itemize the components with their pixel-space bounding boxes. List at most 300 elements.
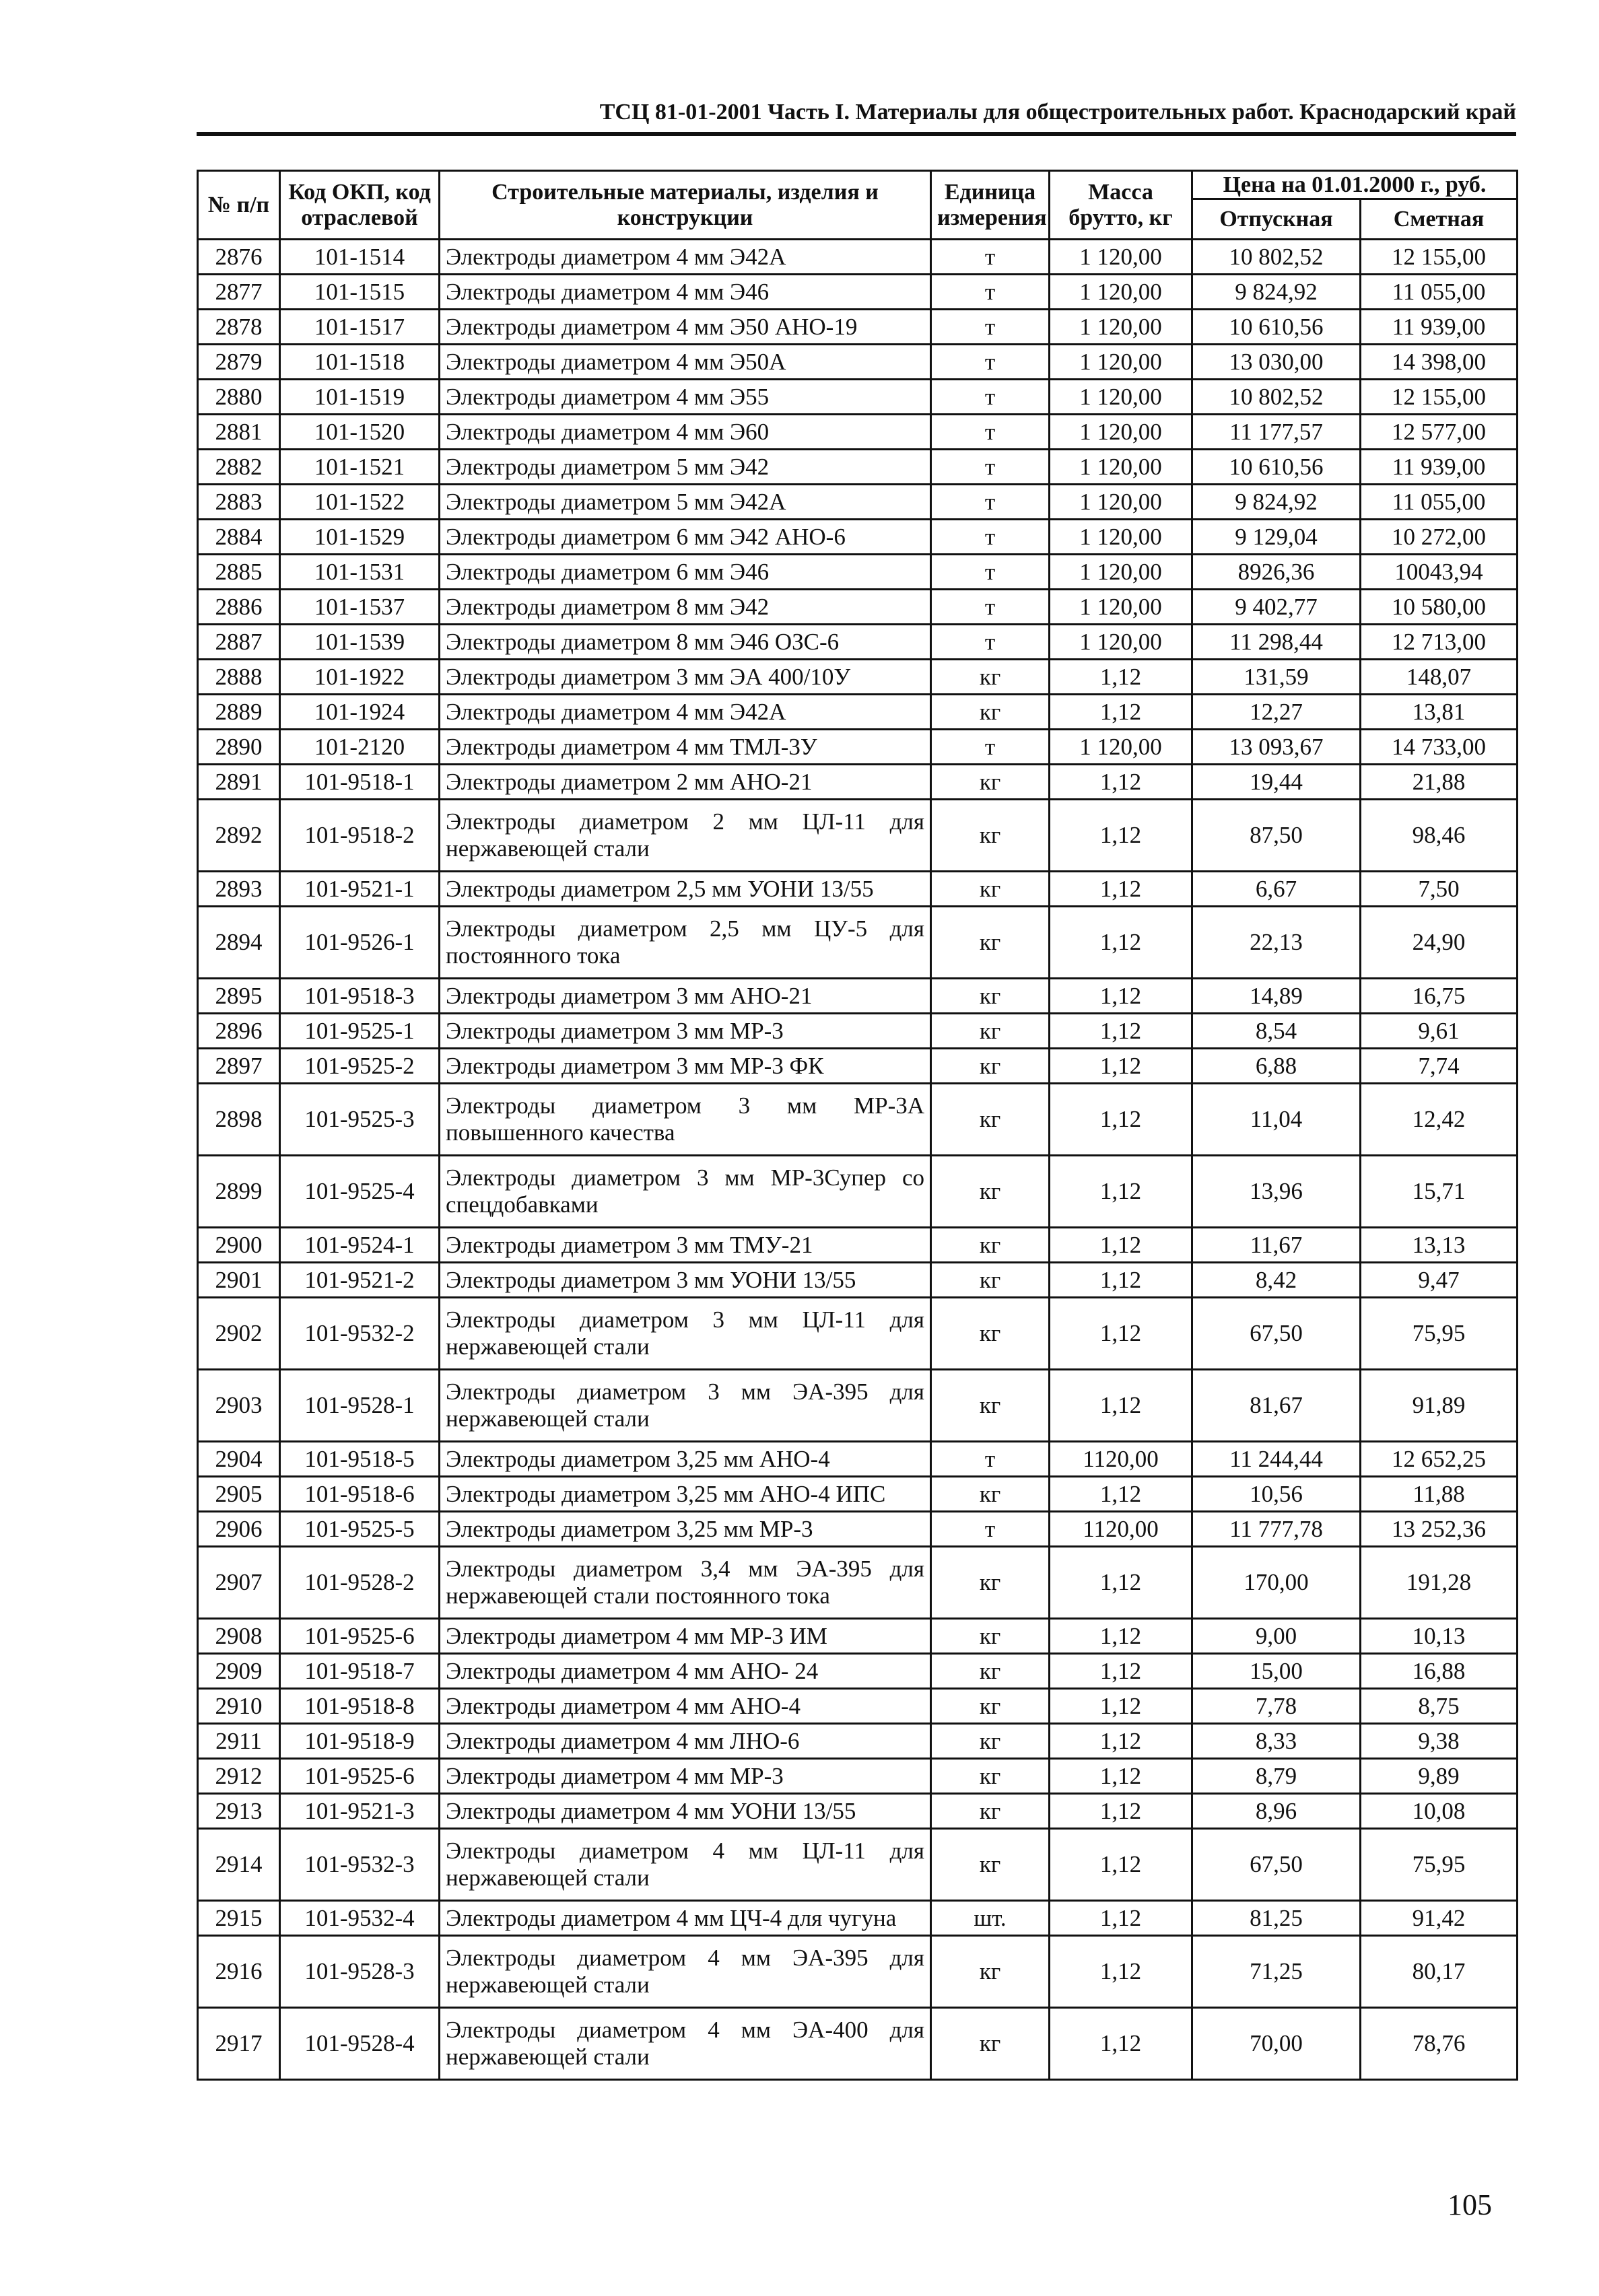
- cell-mass: 1,12: [1050, 979, 1192, 1014]
- cell-mass: 1 120,00: [1050, 415, 1192, 450]
- cell-code: 101-9525-2: [280, 1049, 440, 1084]
- cell-code: 101-9532-2: [280, 1298, 440, 1370]
- cell-unit: кг: [931, 907, 1050, 979]
- cell-mass: 1,12: [1050, 1477, 1192, 1512]
- table-row: [198, 730, 1518, 765]
- cell-code: 101-9528-1: [280, 1370, 440, 1442]
- cell-name: Электроды диаметром 8 мм Э42: [440, 590, 931, 625]
- cell-p1: 9 824,92: [1192, 275, 1361, 310]
- table-row: [198, 1014, 1518, 1049]
- cell-num: 2880: [198, 380, 280, 415]
- cell-num: 2903: [198, 1370, 280, 1442]
- cell-p1: 170,00: [1192, 1547, 1361, 1619]
- cell-p2: 10 580,00: [1361, 590, 1518, 625]
- cell-p1: 15,00: [1192, 1654, 1361, 1689]
- cell-p1: 131,59: [1192, 660, 1361, 695]
- cell-code: 101-9525-1: [280, 1014, 440, 1049]
- cell-num: 2909: [198, 1654, 280, 1689]
- table-row: [198, 800, 1518, 872]
- cell-unit: кг: [931, 979, 1050, 1014]
- cell-p1: 11 177,57: [1192, 415, 1361, 450]
- cell-code: 101-1520: [280, 415, 440, 450]
- table-row: [198, 660, 1518, 695]
- cell-name: Электроды диаметром 2,5 мм УОНИ 13/55: [440, 872, 931, 907]
- cell-p1: 87,50: [1192, 800, 1361, 872]
- cell-p2: 12 652,25: [1361, 1442, 1518, 1477]
- cell-p1: 10 802,52: [1192, 240, 1361, 275]
- cell-p2: 11 939,00: [1361, 310, 1518, 345]
- cell-p2: 11 055,00: [1361, 275, 1518, 310]
- cell-code: 101-9518-2: [280, 800, 440, 872]
- cell-num: 2890: [198, 730, 280, 765]
- cell-mass: 1,12: [1050, 660, 1192, 695]
- cell-p2: 12 577,00: [1361, 415, 1518, 450]
- cell-num: 2886: [198, 590, 280, 625]
- cell-mass: 1,12: [1050, 2008, 1192, 2080]
- cell-code: 101-9521-3: [280, 1794, 440, 1829]
- cell-name: Электроды диаметром 4 мм Э42А: [440, 695, 931, 730]
- cell-p2: 191,28: [1361, 1547, 1518, 1619]
- cell-unit: т: [931, 415, 1050, 450]
- cell-num: 2884: [198, 520, 280, 555]
- cell-num: 2881: [198, 415, 280, 450]
- cell-p1: 9 129,04: [1192, 520, 1361, 555]
- cell-p2: 24,90: [1361, 907, 1518, 979]
- cell-mass: 1,12: [1050, 1084, 1192, 1156]
- cell-code: 101-9518-5: [280, 1442, 440, 1477]
- cell-num: 2912: [198, 1759, 280, 1794]
- table-row: [198, 695, 1518, 730]
- table-row: [198, 1084, 1518, 1156]
- col-mass-header: Масса брутто, кг: [1050, 171, 1192, 240]
- table-row: [198, 1512, 1518, 1547]
- cell-num: 2887: [198, 625, 280, 660]
- cell-name: Электроды диаметром 4 мм ЦЧ-4 для чугуна: [440, 1901, 931, 1936]
- cell-unit: кг: [931, 1014, 1050, 1049]
- cell-p1: 81,25: [1192, 1901, 1361, 1936]
- cell-num: 2877: [198, 275, 280, 310]
- cell-mass: 1,12: [1050, 1228, 1192, 1263]
- cell-name: Электроды диаметром 3 мм МР-3Супер со спецдобавками: [440, 1156, 931, 1228]
- cell-num: 2892: [198, 800, 280, 872]
- cell-code: 101-9518-1: [280, 765, 440, 800]
- cell-mass: 1,12: [1050, 1547, 1192, 1619]
- cell-mass: 1,12: [1050, 695, 1192, 730]
- cell-unit: кг: [931, 1829, 1050, 1901]
- cell-unit: кг: [931, 872, 1050, 907]
- cell-mass: 1 120,00: [1050, 555, 1192, 590]
- cell-mass: 1,12: [1050, 800, 1192, 872]
- table-row: [198, 765, 1518, 800]
- cell-code: 101-9528-4: [280, 2008, 440, 2080]
- cell-p1: 8,79: [1192, 1759, 1361, 1794]
- cell-mass: 1,12: [1050, 1901, 1192, 1936]
- cell-p1: 10 802,52: [1192, 380, 1361, 415]
- cell-name: Электроды диаметром 3 мм ЭА-395 для нержавеющей стали: [440, 1370, 931, 1442]
- table-row: [198, 625, 1518, 660]
- table-row: [198, 380, 1518, 415]
- table-row: [198, 1298, 1518, 1370]
- cell-unit: т: [931, 555, 1050, 590]
- table-row: [198, 310, 1518, 345]
- table-row: [198, 240, 1518, 275]
- cell-p2: 9,47: [1361, 1263, 1518, 1298]
- cell-num: 2908: [198, 1619, 280, 1654]
- cell-unit: кг: [931, 1298, 1050, 1370]
- cell-code: 101-1537: [280, 590, 440, 625]
- table-row: [198, 1794, 1518, 1829]
- cell-p2: 13,13: [1361, 1228, 1518, 1263]
- cell-p2: 78,76: [1361, 2008, 1518, 2080]
- cell-num: 2885: [198, 555, 280, 590]
- cell-name: Электроды диаметром 2 мм ЦЛ-11 для нержавеющей стали: [440, 800, 931, 872]
- cell-unit: т: [931, 625, 1050, 660]
- col-price-release-header: Отпускная: [1192, 199, 1361, 240]
- cell-mass: 1 120,00: [1050, 520, 1192, 555]
- cell-num: 2891: [198, 765, 280, 800]
- cell-code: 101-1521: [280, 450, 440, 485]
- cell-p2: 11 055,00: [1361, 485, 1518, 520]
- table-row: [198, 1654, 1518, 1689]
- cell-p1: 13 030,00: [1192, 345, 1361, 380]
- cell-name: Электроды диаметром 3 мм УОНИ 13/55: [440, 1263, 931, 1298]
- cell-p2: 148,07: [1361, 660, 1518, 695]
- page-number: 105: [1448, 2188, 1492, 2221]
- cell-code: 101-9518-7: [280, 1654, 440, 1689]
- cell-name: Электроды диаметром 4 мм ЛНО-6: [440, 1724, 931, 1759]
- cell-p1: 11 298,44: [1192, 625, 1361, 660]
- cell-name: Электроды диаметром 4 мм ЦЛ-11 для нержавеющей стали: [440, 1829, 931, 1901]
- cell-name: Электроды диаметром 8 мм Э46 ОЗС-6: [440, 625, 931, 660]
- cell-p2: 75,95: [1361, 1829, 1518, 1901]
- cell-code: 101-1924: [280, 695, 440, 730]
- cell-num: 2879: [198, 345, 280, 380]
- cell-code: 101-9528-2: [280, 1547, 440, 1619]
- cell-p2: 10 272,00: [1361, 520, 1518, 555]
- cell-unit: кг: [931, 1619, 1050, 1654]
- cell-num: 2914: [198, 1829, 280, 1901]
- cell-p1: 10 610,56: [1192, 450, 1361, 485]
- cell-p1: 8926,36: [1192, 555, 1361, 590]
- cell-code: 101-1529: [280, 520, 440, 555]
- table-row: [198, 1156, 1518, 1228]
- cell-name: Электроды диаметром 4 мм Э50А: [440, 345, 931, 380]
- cell-num: 2902: [198, 1298, 280, 1370]
- table-row: [198, 450, 1518, 485]
- cell-p2: 12 713,00: [1361, 625, 1518, 660]
- cell-p1: 11 244,44: [1192, 1442, 1361, 1477]
- cell-name: Электроды диаметром 4 мм Э50 АНО-19: [440, 310, 931, 345]
- cell-unit: кг: [931, 1547, 1050, 1619]
- cell-unit: т: [931, 1512, 1050, 1547]
- cell-p2: 15,71: [1361, 1156, 1518, 1228]
- cell-unit: кг: [931, 1654, 1050, 1689]
- cell-num: 2905: [198, 1477, 280, 1512]
- cell-mass: 1 120,00: [1050, 730, 1192, 765]
- cell-mass: 1,12: [1050, 1724, 1192, 1759]
- cell-num: 2898: [198, 1084, 280, 1156]
- cell-name: Электроды диаметром 4 мм МР-3 ИМ: [440, 1619, 931, 1654]
- cell-p2: 11 939,00: [1361, 450, 1518, 485]
- cell-p2: 10043,94: [1361, 555, 1518, 590]
- cell-name: Электроды диаметром 6 мм Э42 АНО-6: [440, 520, 931, 555]
- cell-unit: кг: [931, 800, 1050, 872]
- cell-p2: 9,38: [1361, 1724, 1518, 1759]
- cell-p1: 71,25: [1192, 1936, 1361, 2008]
- cell-unit: кг: [931, 695, 1050, 730]
- table-row: [198, 345, 1518, 380]
- cell-unit: кг: [931, 1228, 1050, 1263]
- cell-p2: 12 155,00: [1361, 380, 1518, 415]
- cell-name: Электроды диаметром 4 мм ТМЛ-3У: [440, 730, 931, 765]
- col-price-estimate-header: Сметная: [1361, 199, 1518, 240]
- cell-code: 101-1522: [280, 485, 440, 520]
- cell-unit: кг: [931, 2008, 1050, 2080]
- col-unit-header: Единица измерения: [931, 171, 1050, 240]
- cell-name: Электроды диаметром 3 мм МР-3А повышенного качества: [440, 1084, 931, 1156]
- cell-p1: 11 777,78: [1192, 1512, 1361, 1547]
- cell-num: 2904: [198, 1442, 280, 1477]
- cell-name: Электроды диаметром 3 мм МР-3 ФК: [440, 1049, 931, 1084]
- cell-code: 101-9526-1: [280, 907, 440, 979]
- cell-p2: 11,88: [1361, 1477, 1518, 1512]
- cell-num: 2911: [198, 1724, 280, 1759]
- cell-num: 2889: [198, 695, 280, 730]
- table-body: [198, 240, 1518, 2080]
- cell-num: 2897: [198, 1049, 280, 1084]
- cell-unit: кг: [931, 1370, 1050, 1442]
- cell-unit: т: [931, 730, 1050, 765]
- cell-code: 101-1539: [280, 625, 440, 660]
- col-price-group-header: Цена на 01.01.2000 г., руб.: [1192, 171, 1518, 199]
- cell-code: 101-1531: [280, 555, 440, 590]
- cell-name: Электроды диаметром 4 мм Э55: [440, 380, 931, 415]
- cell-name: Электроды диаметром 4 мм МР-3: [440, 1759, 931, 1794]
- cell-name: Электроды диаметром 3 мм ТМУ-21: [440, 1228, 931, 1263]
- cell-num: 2894: [198, 907, 280, 979]
- cell-num: 2916: [198, 1936, 280, 2008]
- table-row: [198, 1442, 1518, 1477]
- table-row: [198, 555, 1518, 590]
- cell-num: 2883: [198, 485, 280, 520]
- cell-code: 101-1519: [280, 380, 440, 415]
- cell-name: Электроды диаметром 3,4 мм ЭА-395 для нержавеющей стали постоянного тока: [440, 1547, 931, 1619]
- cell-name: Электроды диаметром 4 мм ЭА-400 для нержавеющей стали: [440, 2008, 931, 2080]
- cell-num: 2900: [198, 1228, 280, 1263]
- cell-p1: 8,96: [1192, 1794, 1361, 1829]
- table-row: [198, 1370, 1518, 1442]
- table-row: [198, 415, 1518, 450]
- table-row: [198, 907, 1518, 979]
- cell-p2: 9,61: [1361, 1014, 1518, 1049]
- cell-p2: 98,46: [1361, 800, 1518, 872]
- cell-p1: 6,88: [1192, 1049, 1361, 1084]
- cell-unit: т: [931, 590, 1050, 625]
- cell-unit: т: [931, 345, 1050, 380]
- cell-p2: 12,42: [1361, 1084, 1518, 1156]
- cell-p2: 9,89: [1361, 1759, 1518, 1794]
- cell-mass: 1 120,00: [1050, 380, 1192, 415]
- cell-mass: 1,12: [1050, 907, 1192, 979]
- cell-mass: 1,12: [1050, 1049, 1192, 1084]
- materials-table: [197, 170, 1518, 2081]
- cell-mass: 1 120,00: [1050, 450, 1192, 485]
- cell-unit: кг: [931, 1724, 1050, 1759]
- cell-mass: 1,12: [1050, 1619, 1192, 1654]
- cell-code: 101-9525-5: [280, 1512, 440, 1547]
- table-row: [198, 1619, 1518, 1654]
- cell-code: 101-9518-6: [280, 1477, 440, 1512]
- table-row: [198, 979, 1518, 1014]
- cell-p1: 8,42: [1192, 1263, 1361, 1298]
- cell-p1: 10,56: [1192, 1477, 1361, 1512]
- cell-p2: 14 733,00: [1361, 730, 1518, 765]
- cell-p2: 10,13: [1361, 1619, 1518, 1654]
- cell-mass: 1,12: [1050, 1014, 1192, 1049]
- cell-code: 101-9525-6: [280, 1759, 440, 1794]
- cell-num: 2899: [198, 1156, 280, 1228]
- cell-name: Электроды диаметром 2 мм АНО-21: [440, 765, 931, 800]
- cell-p1: 7,78: [1192, 1689, 1361, 1724]
- cell-p1: 13,96: [1192, 1156, 1361, 1228]
- cell-unit: кг: [931, 1156, 1050, 1228]
- cell-num: 2901: [198, 1263, 280, 1298]
- cell-p1: 9,00: [1192, 1619, 1361, 1654]
- cell-name: Электроды диаметром 4 мм ЭА-395 для нержавеющей стали: [440, 1936, 931, 2008]
- cell-code: 101-1922: [280, 660, 440, 695]
- cell-code: 101-9521-1: [280, 872, 440, 907]
- cell-p2: 13 252,36: [1361, 1512, 1518, 1547]
- cell-name: Электроды диаметром 2,5 мм ЦУ-5 для постоянного тока: [440, 907, 931, 979]
- cell-num: 2913: [198, 1794, 280, 1829]
- cell-mass: 1,12: [1050, 1689, 1192, 1724]
- cell-name: Электроды диаметром 3 мм ЦЛ-11 для нержавеющей стали: [440, 1298, 931, 1370]
- cell-num: 2917: [198, 2008, 280, 2080]
- cell-code: 101-1514: [280, 240, 440, 275]
- cell-p2: 16,88: [1361, 1654, 1518, 1689]
- cell-num: 2915: [198, 1901, 280, 1936]
- cell-name: Электроды диаметром 4 мм Э46: [440, 275, 931, 310]
- cell-name: Электроды диаметром 4 мм АНО-4: [440, 1689, 931, 1724]
- cell-num: 2876: [198, 240, 280, 275]
- cell-unit: кг: [931, 1263, 1050, 1298]
- cell-unit: т: [931, 275, 1050, 310]
- cell-num: 2907: [198, 1547, 280, 1619]
- header-rule: [197, 132, 1516, 136]
- cell-name: Электроды диаметром 3 мм ЭА 400/10У: [440, 660, 931, 695]
- cell-p1: 14,89: [1192, 979, 1361, 1014]
- cell-name: Электроды диаметром 5 мм Э42: [440, 450, 931, 485]
- cell-name: Электроды диаметром 4 мм Э60: [440, 415, 931, 450]
- cell-code: 101-9532-4: [280, 1901, 440, 1936]
- table-row: [198, 520, 1518, 555]
- col-code-header: Код ОКП, код отраслевой: [280, 171, 440, 240]
- cell-code: 101-9532-3: [280, 1829, 440, 1901]
- cell-unit: кг: [931, 1049, 1050, 1084]
- table-header: [198, 171, 1518, 240]
- cell-mass: 1 120,00: [1050, 625, 1192, 660]
- cell-code: 101-9518-8: [280, 1689, 440, 1724]
- cell-code: 101-1517: [280, 310, 440, 345]
- cell-name: Электроды диаметром 3 мм МР-3: [440, 1014, 931, 1049]
- cell-name: Электроды диаметром 6 мм Э46: [440, 555, 931, 590]
- cell-p2: 91,89: [1361, 1370, 1518, 1442]
- cell-name: Электроды диаметром 3,25 мм АНО-4 ИПС: [440, 1477, 931, 1512]
- cell-mass: 1,12: [1050, 1936, 1192, 2008]
- cell-mass: 1 120,00: [1050, 590, 1192, 625]
- cell-unit: шт.: [931, 1901, 1050, 1936]
- cell-code: 101-9524-1: [280, 1228, 440, 1263]
- cell-p1: 70,00: [1192, 2008, 1361, 2080]
- table-row: [198, 1547, 1518, 1619]
- cell-unit: т: [931, 380, 1050, 415]
- cell-unit: т: [931, 450, 1050, 485]
- cell-p2: 21,88: [1361, 765, 1518, 800]
- cell-p1: 67,50: [1192, 1829, 1361, 1901]
- cell-mass: 1,12: [1050, 872, 1192, 907]
- cell-mass: 1,12: [1050, 1370, 1192, 1442]
- cell-name: Электроды диаметром 4 мм УОНИ 13/55: [440, 1794, 931, 1829]
- table-row: [198, 1263, 1518, 1298]
- cell-num: 2882: [198, 450, 280, 485]
- cell-p2: 10,08: [1361, 1794, 1518, 1829]
- cell-p2: 8,75: [1361, 1689, 1518, 1724]
- cell-p1: 13 093,67: [1192, 730, 1361, 765]
- cell-unit: т: [931, 1442, 1050, 1477]
- cell-unit: кг: [931, 1759, 1050, 1794]
- cell-num: 2910: [198, 1689, 280, 1724]
- cell-code: 101-1515: [280, 275, 440, 310]
- cell-p2: 7,74: [1361, 1049, 1518, 1084]
- cell-mass: 1,12: [1050, 1263, 1192, 1298]
- cell-p1: 19,44: [1192, 765, 1361, 800]
- cell-p1: 22,13: [1192, 907, 1361, 979]
- table-row: [198, 1049, 1518, 1084]
- cell-p1: 11,04: [1192, 1084, 1361, 1156]
- col-name-header: Строительные материалы, изделия и конструкции: [440, 171, 931, 240]
- cell-p1: 9 402,77: [1192, 590, 1361, 625]
- cell-mass: 1,12: [1050, 1298, 1192, 1370]
- table-row: [198, 1724, 1518, 1759]
- cell-p1: 11,67: [1192, 1228, 1361, 1263]
- cell-unit: кг: [931, 1936, 1050, 2008]
- cell-p1: 8,33: [1192, 1724, 1361, 1759]
- cell-code: 101-9525-3: [280, 1084, 440, 1156]
- cell-mass: 1,12: [1050, 1654, 1192, 1689]
- cell-mass: 1,12: [1050, 1794, 1192, 1829]
- table-row: [198, 2008, 1518, 2080]
- cell-code: 101-9518-3: [280, 979, 440, 1014]
- cell-p1: 6,67: [1192, 872, 1361, 907]
- cell-p2: 14 398,00: [1361, 345, 1518, 380]
- table-row: [198, 1829, 1518, 1901]
- cell-p1: 9 824,92: [1192, 485, 1361, 520]
- cell-unit: кг: [931, 1084, 1050, 1156]
- cell-name: Электроды диаметром 3 мм АНО-21: [440, 979, 931, 1014]
- cell-p1: 81,67: [1192, 1370, 1361, 1442]
- cell-unit: кг: [931, 1689, 1050, 1724]
- cell-name: Электроды диаметром 4 мм Э42А: [440, 240, 931, 275]
- cell-code: 101-9518-9: [280, 1724, 440, 1759]
- cell-num: 2893: [198, 872, 280, 907]
- table-row: [198, 1689, 1518, 1724]
- table-row: [198, 872, 1518, 907]
- table-row: [198, 590, 1518, 625]
- cell-p2: 75,95: [1361, 1298, 1518, 1370]
- cell-name: Электроды диаметром 3,25 мм АНО-4: [440, 1442, 931, 1477]
- table-row: [198, 1228, 1518, 1263]
- table-row: [198, 1759, 1518, 1794]
